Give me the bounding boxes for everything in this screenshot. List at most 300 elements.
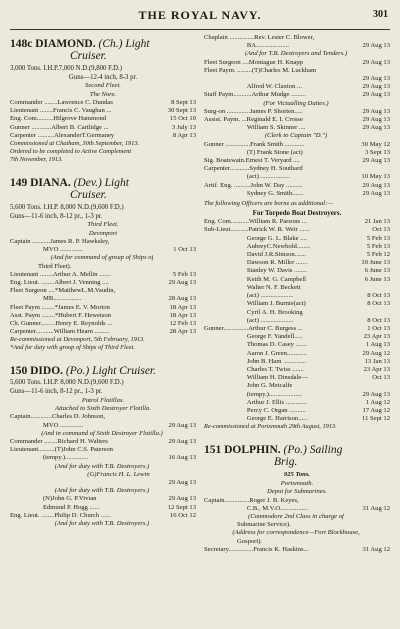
officer-row: [204, 513, 390, 521]
base: Devonport: [88, 229, 118, 237]
officer-entry: Thomas D. Casey .......: [204, 341, 308, 349]
ship-guns: Guns—11-6 inch, 8-12 pr., 1-3 pr.: [10, 388, 103, 396]
officer-entry: Lieutenant..........(T)John C.S. Paterson: [10, 446, 113, 454]
officer-row: [204, 42, 390, 50]
officer-entry: BA....................: [204, 42, 289, 50]
seniority-date: [149, 463, 151, 471]
officer-entry: Assist. Paym. ...Reginald E. I. Crosse: [204, 116, 303, 124]
ship-tons: 925 Tons.: [283, 471, 311, 479]
officer-entry: (Clerk to Captain "D."): [264, 132, 328, 140]
seniority-date: 8 Oct 13: [367, 292, 390, 300]
seniority-date: 11 Sept 12: [362, 415, 390, 423]
seniority-date: 29 Aug 13: [362, 58, 390, 66]
officer-entry: Captain.............Charles D. Johnson,: [10, 413, 106, 421]
officer-row: [204, 124, 390, 132]
ship-spec: 5,600 Tons. I.H.P. 8,000 N.D.(9,600 F.D.): [10, 379, 124, 387]
officer-entry: Gosport).: [204, 537, 263, 545]
officer-entry: Eng. Lieut. ........Philip D. Church ......: [10, 511, 111, 519]
seniority-date: [194, 413, 196, 421]
right-column: [204, 34, 390, 624]
officer-entry: Commander ........Richard H. Walters: [10, 438, 108, 446]
seniority-date: 29 Aug 13: [362, 42, 390, 50]
officer-row: [204, 141, 390, 149]
seniority-date: 29 Aug 13: [362, 91, 390, 99]
officer-row: [10, 254, 196, 262]
seniority-date: 5 Feb 13: [366, 242, 390, 250]
officer-entry: (act) ....................: [204, 292, 294, 300]
commission-notes: [10, 140, 196, 164]
seniority-date: [360, 529, 362, 537]
seniority-date: [329, 100, 331, 108]
officer-row: [204, 374, 390, 382]
seniority-date: Oct 13: [372, 374, 390, 382]
officer-entry: Aaron J. Green............: [204, 349, 307, 357]
officer-row: [10, 430, 196, 438]
officer-entry: George F. Yandell.....: [204, 333, 303, 341]
officer-entry: Carpenter............Sydney H. Southard: [204, 165, 303, 173]
ship-guns: Guns—12-4 inch, 8-3 pr.: [68, 73, 138, 81]
officer-entry: Submarine Service).: [204, 521, 291, 529]
officer-row: [204, 165, 390, 173]
officer-row: [204, 317, 390, 325]
depot: Depot for Submarines.: [267, 488, 327, 496]
section-heading: For Torpedo Boat Destroyers.: [252, 209, 342, 218]
officer-row: [204, 325, 390, 333]
seniority-date: 29 Aug 13: [168, 438, 196, 446]
officer-row: [10, 479, 196, 487]
officer-row: [204, 300, 390, 308]
page-header: [10, 8, 390, 28]
seniority-date: [194, 446, 196, 454]
seniority-date: 5 Feb 13: [366, 234, 390, 242]
seniority-date: 30 May 12: [361, 140, 390, 148]
fleet: Third Fleet.: [87, 221, 119, 229]
officer-entry: Surg-on ..............James P. Shorten.....: [204, 107, 303, 115]
officer-row: [204, 218, 390, 226]
officer-entry: Lieutenant ........Francis C. Vaughan ...: [10, 107, 112, 115]
officer-row: [10, 124, 196, 132]
officer-entry: (T) Frank Stone (act): [204, 148, 303, 156]
officer-row: [10, 438, 196, 446]
seniority-date: 5 Feb 12: [366, 251, 390, 259]
seniority-date: 16 Aug 13: [168, 454, 196, 462]
seniority-date: 31 Aug 12: [362, 504, 390, 512]
ship-class: Brig.: [274, 456, 298, 469]
ship-class: Cruiser.: [70, 50, 107, 62]
officer-row: [204, 546, 390, 554]
seniority-date: [347, 50, 349, 58]
officer-entry: Third Fleet).: [10, 262, 72, 270]
officer-entry: Sub-Lieut...........Patrick W. R. Weir ......: [204, 226, 310, 234]
ship-class: Cruiser.: [70, 189, 107, 202]
officer-entry: (Commodore 2nd Class in charge of: [248, 512, 344, 520]
seniority-date: [388, 497, 390, 505]
officer-entry: William S. Skinner ....: [204, 124, 306, 132]
officer-row: [204, 50, 390, 58]
note-line: Re-commissioned at Devonport, 5th February, 1913.: [10, 336, 145, 344]
officer-row: [204, 366, 390, 374]
seniority-date: [388, 521, 390, 529]
seniority-date: 29 Aug 13: [168, 421, 196, 429]
seniority-date: [163, 430, 165, 438]
officer-entry: (And for duty with T.B. Destroyers.): [54, 520, 150, 528]
seniority-date: 28 Apr 13: [169, 328, 196, 336]
officer-row: [10, 422, 196, 430]
seniority-date: 29 Aug 13: [362, 75, 390, 83]
officer-entry: Captain ...........James R. P. Hawksley,: [10, 238, 110, 246]
officer-entry: Eng. Lieut. ........Albert J. Venning ....: [10, 279, 109, 287]
officer-entry: (And for command of group of Ships of: [50, 254, 154, 262]
officer-entry: Sig. Boatswain.Ernest T. Veryard ....: [204, 157, 300, 165]
seniority-date: [194, 287, 196, 295]
seniority-date: 1 Aug 12: [365, 398, 390, 406]
seniority-date: 23 Apr 13: [363, 365, 390, 373]
page-title: THE ROYAL NAVY.: [138, 8, 262, 22]
officer-entry: Staff Paym...........Arthur Mudge .........: [204, 91, 306, 99]
page-number: 301: [373, 9, 388, 20]
seniority-date: 23 Apr 13: [363, 333, 390, 341]
seniority-date: [194, 263, 196, 271]
seniority-date: 29 Aug 13: [168, 279, 196, 287]
officer-row: [204, 497, 390, 505]
officer-row: [204, 399, 390, 407]
officer-entry: Percy C. Organ ..........: [204, 406, 306, 414]
seniority-date: [388, 382, 390, 390]
ship-name: 150 DIDO.: [10, 365, 64, 378]
officer-entry: Carpenter...........William Hearn .........: [10, 328, 110, 336]
note-line: Commissioned at Chatham, 30th September, 1913.: [10, 140, 140, 148]
left-column: [10, 34, 196, 624]
officer-row: [10, 246, 196, 254]
seniority-date: 29 Aug 13: [168, 479, 196, 487]
seniority-date: [149, 520, 151, 528]
officer-entry: (G)Francis H. L. Lewin: [54, 470, 150, 478]
officer-row: [204, 333, 390, 341]
officer-row: [204, 407, 390, 415]
seniority-date: 1 Oct 13: [173, 246, 196, 254]
officer-entry: Sydney G. Smith.......: [204, 189, 304, 197]
officer-entry: Fleet Surgeon ....*MatthewL.M.Vaudin,: [10, 287, 116, 295]
officer-entry: (tempy.)..............: [10, 454, 89, 462]
officer-row: [204, 190, 390, 198]
officer-entry: (And for duty with T.B. Destroyers.): [54, 462, 150, 470]
fleet: Second Fleet.: [85, 82, 121, 90]
officer-entry: George G. L. Blake ....: [204, 234, 307, 242]
officer-list: [10, 238, 196, 336]
officer-entry: Artif. Eng. ..........John W. Day ..........: [204, 181, 303, 189]
officer-row: [204, 391, 390, 399]
base: Portsmouth.: [280, 479, 314, 487]
officer-row: [204, 108, 390, 116]
seniority-date: 29 Aug 13: [362, 124, 390, 132]
seniority-date: 13 Jan 13: [364, 357, 390, 365]
seniority-date: 29 Aug 13: [168, 495, 196, 503]
fleet: Patrol Flotillas.: [81, 396, 125, 404]
seniority-date: 29 Aug 13: [362, 181, 390, 189]
officer-row: [10, 304, 196, 312]
seniority-date: [388, 538, 390, 546]
officer-entry: Edmund P. Hogg ......: [10, 503, 100, 511]
officer-row: [204, 521, 390, 529]
officers-note: The following Officers are borne as additional:—: [204, 200, 334, 208]
seniority-date: [194, 238, 196, 246]
officer-row: [204, 59, 390, 67]
seniority-date: 31 Aug 12: [362, 545, 390, 553]
officer-row: [204, 157, 390, 165]
officer-row: [204, 173, 390, 181]
officer-row: [10, 413, 196, 421]
officer-list: [204, 497, 390, 554]
officer-row: [204, 341, 390, 349]
officer-entry: John G. Metcalfe: [204, 382, 293, 390]
seniority-date: 18 Apr 13: [169, 311, 196, 319]
base: The Nore.: [89, 90, 117, 98]
officer-entry: Gunner ...............Frank Smith ............: [204, 140, 305, 148]
ship-type: (Dev.) Light: [73, 177, 129, 190]
ship-heading: [10, 177, 196, 189]
officer-row: [204, 529, 390, 537]
seniority-date: 12 Feb 13: [169, 320, 196, 328]
officer-row: [204, 350, 390, 358]
officer-row: [10, 463, 196, 471]
seniority-date: [153, 254, 155, 262]
ship-spec: 3,000 Tons. I.H.P.7,000 N.D.(9,800 F.D.): [10, 65, 122, 72]
officer-entry: Asst. Paym ........*Hubert F. Hewetson: [10, 311, 111, 319]
officer-entry: [204, 75, 270, 83]
officer-entry: (And for T.B. Destroyers and Tenders.): [244, 50, 348, 58]
seniority-date: 17 Aug 12: [362, 406, 390, 414]
officer-entry: (act) ....................: [204, 316, 294, 324]
officer-entry: Alfred W. Claxton ...: [204, 83, 302, 91]
officer-row: [10, 520, 196, 528]
officer-entry: Gunner ............Albert B. Cartlidge ...: [10, 123, 109, 131]
seniority-date: 16 Oct 12: [169, 511, 196, 519]
seniority-date: 1 Aug 13: [365, 341, 390, 349]
seniority-date: 5 Feb 13: [172, 270, 196, 278]
ship-name: 151 DOLPHIN.: [204, 444, 281, 457]
officer-row: [10, 320, 196, 328]
officer-entry: John B. Ham ..............: [204, 357, 307, 365]
ship-type: (Po.) Sailing: [283, 444, 343, 457]
officer-row: [204, 243, 390, 251]
officer-entry: (And in command of Sixth Destroyer Flotilla.): [41, 429, 163, 437]
officer-row: [204, 149, 390, 157]
officer-entry: [10, 479, 76, 487]
officer-entry: Eng. Com...........William R. Parsons ...: [204, 218, 307, 226]
seniority-date: [388, 34, 390, 42]
note-line: 7th November, 1913.: [10, 156, 63, 164]
officer-entry: AubreyC.Newbold........: [204, 242, 311, 250]
seniority-date: 12 Sept 13: [167, 503, 196, 511]
officer-row: [10, 99, 196, 107]
officer-entry: Charles T. Twiss .......: [204, 365, 304, 373]
officer-row: [204, 34, 390, 42]
officer-row: [10, 471, 196, 479]
officer-row: [204, 67, 390, 75]
officer-entry: MB.................: [10, 295, 82, 303]
seniority-date: [388, 67, 390, 75]
officer-entry: Stanley W. Davis ........: [204, 267, 308, 275]
officer-row: [10, 263, 196, 271]
officer-entry: William J. Burnie(act): [204, 300, 306, 308]
seniority-date: [388, 284, 390, 292]
officer-row: [204, 382, 390, 390]
officer-entry: Commander ........Lawrence C. Dundas: [10, 99, 113, 106]
officer-entry: Gunner...............Arthur C. Burgess ...: [204, 324, 303, 332]
officer-entry: MVO ..............: [10, 246, 84, 254]
officer-row: [10, 238, 196, 246]
officer-row: [10, 287, 196, 295]
seniority-date: 29 Aug 13: [362, 83, 390, 91]
seniority-date: 10 June 13: [361, 259, 390, 267]
officer-row: [10, 512, 196, 520]
officer-entry: Carpenter ..........AlexanderT.Germaney: [10, 131, 115, 139]
seniority-date: 28 Aug 13: [168, 295, 196, 303]
officer-row: [10, 295, 196, 303]
officer-row: [10, 504, 196, 512]
officer-row: [204, 415, 390, 423]
officer-row: [10, 279, 196, 287]
officer-entry: Keith M. G. Campbell: [204, 275, 307, 283]
seniority-date: 1 Oct 13: [367, 324, 390, 332]
officer-row: [10, 115, 196, 123]
seniority-date: 21 Jan 13: [364, 218, 390, 226]
ship-spec: 5,600 Tons. I.H.P. 8,000 N.D.(9,600 F.D.): [10, 204, 124, 212]
officer-row: [10, 487, 196, 495]
officer-row: [10, 312, 196, 320]
seniority-date: 29 Aug 12: [362, 349, 390, 357]
ship-type: (Po.) Light Cruiser.: [65, 365, 156, 378]
officer-list: [10, 99, 196, 140]
officer-row: [204, 226, 390, 234]
seniority-date: 29 Aug 13: [362, 390, 390, 398]
officer-row: [204, 292, 390, 300]
header-rule: [10, 29, 390, 30]
ship-name: 149 DIANA.: [10, 177, 71, 190]
seniority-date: 8 Sept 13: [171, 99, 196, 106]
officer-entry: Captain...............Roger J. B. Keyes,: [204, 496, 299, 504]
officer-entry: (And for duty with T.B. Destroyers.): [54, 487, 150, 495]
ship-heading: [10, 365, 196, 377]
seniority-date: [388, 165, 390, 173]
officer-row: [204, 116, 390, 124]
officer-list: [10, 413, 196, 528]
attachment-note: Attached to Sixth Destroyer Flotilla.: [55, 405, 151, 413]
officer-entry: (N)John G. P.Vivian: [10, 495, 97, 503]
officer-entry: Arthur J. Ellis .............: [204, 398, 308, 406]
officer-row: [204, 75, 390, 83]
officer-row: [204, 538, 390, 546]
officer-row: [10, 495, 196, 503]
seniority-date: [327, 132, 329, 140]
officer-row: [204, 235, 390, 243]
seniority-date: 29 Aug 13: [362, 157, 390, 165]
officer-entry: C.B., M.V.O.................: [204, 504, 309, 512]
seniority-date: 8 Oct 13: [367, 316, 390, 324]
officer-row: [204, 251, 390, 259]
seniority-date: [388, 309, 390, 317]
officer-row: [10, 271, 196, 279]
officer-entry: Dawson R. Miller .......: [204, 259, 308, 267]
officer-entry: (Address for correspondence—Fort Blockhouse,: [232, 529, 360, 537]
officer-row: [204, 267, 390, 275]
officer-row: [204, 276, 390, 284]
officer-entry: (tempy.)....................: [204, 390, 302, 398]
seniority-date: 8 Oct 13: [367, 300, 390, 308]
officer-row: [204, 259, 390, 267]
ship-type: (Ch.) Light: [98, 38, 150, 50]
seniority-date: 10 May 13: [361, 173, 390, 181]
officer-entry: Ch. Gunner.........Henry E. Reynolds ...: [10, 320, 113, 328]
officer-entry: (For Victualling Duties.): [263, 99, 329, 107]
ship-heading: [10, 38, 196, 50]
officer-entry: Fleet Paym. .........(T)Charles M. Luckham: [204, 66, 317, 74]
officer-row: [204, 83, 390, 91]
seniority-date: [149, 487, 151, 495]
seniority-date: 6 June 13: [364, 275, 390, 283]
seniority-date: 29 Aug 13: [362, 107, 390, 115]
officer-row: [204, 309, 390, 317]
officer-entry: Chaplain ...............Rev. Lester C. Blower,: [204, 34, 315, 41]
officer-row: [10, 107, 196, 115]
officer-entry: Fleet Paym ........*James E. V. Morton: [10, 303, 110, 311]
officer-row: [204, 182, 390, 190]
seniority-date: Oct 13: [372, 226, 390, 234]
ship-name: 148c DIAMOND.: [10, 38, 96, 50]
seniority-date: 3 Sept 13: [365, 148, 390, 156]
officer-row: [204, 358, 390, 366]
ship-heading: [204, 444, 390, 456]
officer-entry: Eng. Com..........Hilgrove Hammond: [10, 115, 107, 123]
ship-guns: Guns—11-6 inch, 8-12 pr., 1-3 pr.: [10, 212, 103, 220]
officer-entry: (act) ..................: [204, 173, 291, 181]
officer-row: [204, 284, 390, 292]
officer-entry: Lieutenant ........Arthur A. Mellin .......: [10, 270, 111, 278]
commission-notes: [10, 336, 196, 352]
seniority-date: 6 June 13: [364, 267, 390, 275]
note-line: *And for duty with group of Ships of Third Fleet.: [10, 344, 135, 352]
officer-row: [10, 446, 196, 454]
officer-entry: MVO ..............: [10, 421, 84, 429]
note-line: Ordered to be completed to Active Complement: [10, 148, 132, 156]
seniority-date: 29 Aug 13: [362, 189, 390, 197]
recommission-note: Re-commissioned at Portsmouth 29th August, 1913.: [204, 423, 337, 431]
officer-row: [204, 100, 390, 108]
seniority-date: 3 July 13: [171, 123, 196, 131]
officer-entry: David J.R.Simson.......: [204, 251, 307, 259]
officer-entry: William H. Dinsdale—: [204, 374, 308, 382]
officer-entry: George E. Harrison......: [204, 415, 309, 423]
officer-entry: Fleet Surgeon ....Montague H. Knapp: [204, 58, 303, 66]
seniority-date: 18 Apr 13: [169, 303, 196, 311]
seniority-date: 30 Sept 13: [167, 107, 196, 115]
officer-list: [204, 218, 390, 423]
officer-entry: Walter N. F. Beckett: [204, 283, 301, 291]
officer-entry: Cyril A. H. Brooking: [204, 308, 303, 316]
officer-row: [10, 328, 196, 336]
officer-row: [10, 132, 196, 140]
officer-entry: Secretary...............Francis K. Haskins...: [204, 545, 309, 553]
seniority-date: 29 Aug 13: [362, 116, 390, 124]
seniority-date: [150, 471, 152, 479]
officer-row: [10, 454, 196, 462]
seniority-date: 8 Apr 13: [172, 131, 196, 139]
officer-list: [204, 34, 390, 198]
seniority-date: [344, 513, 346, 521]
seniority-date: 15 Oct 10: [169, 115, 196, 123]
officer-row: [204, 132, 390, 140]
officer-row: [204, 91, 390, 99]
